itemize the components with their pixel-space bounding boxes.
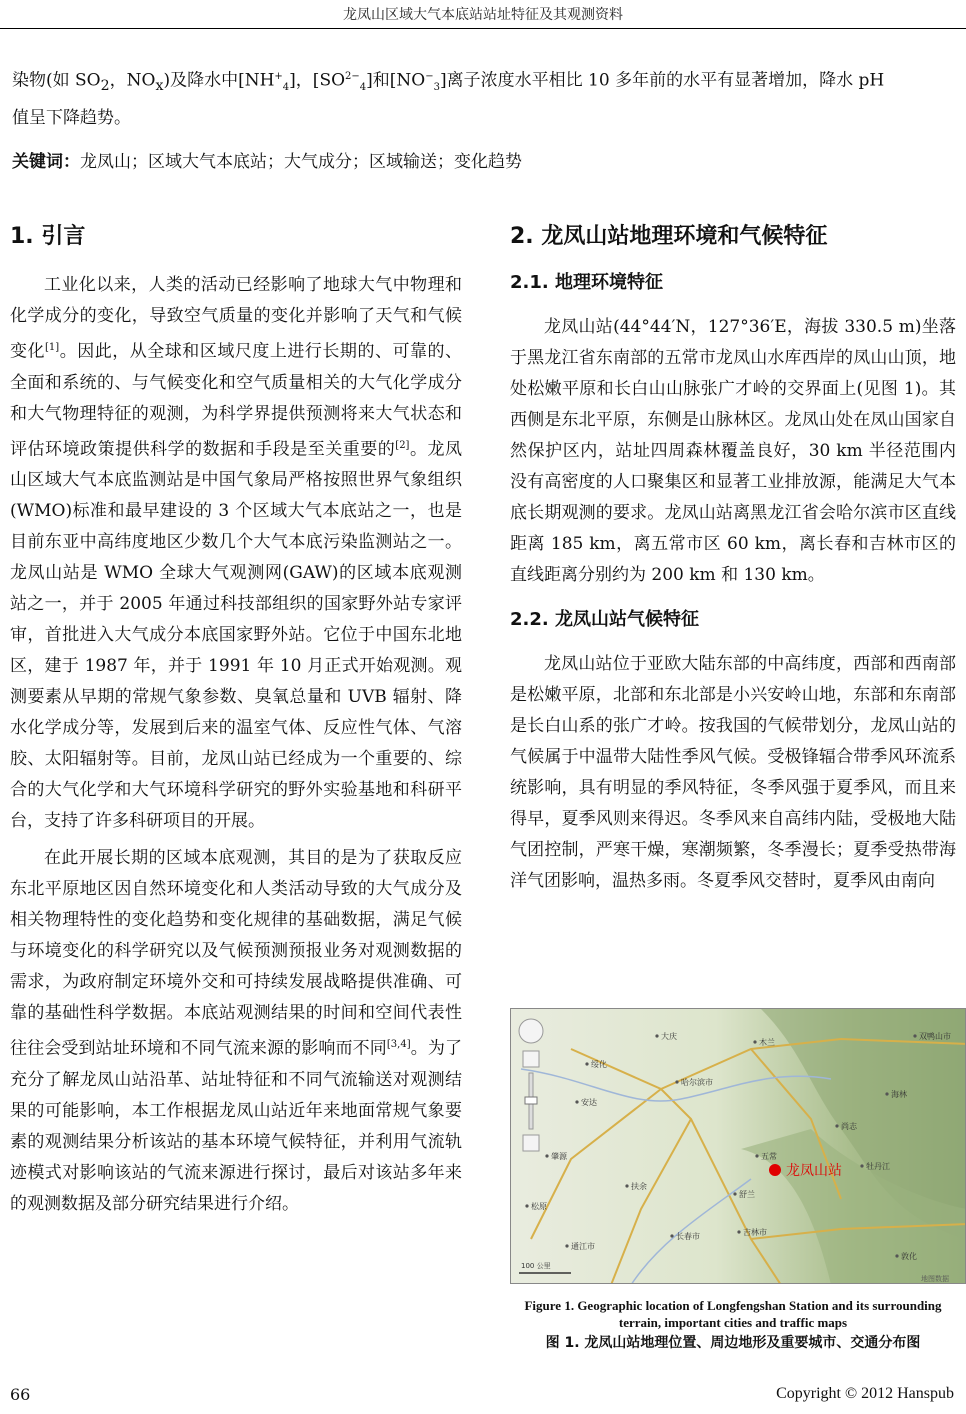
abstract-line-1	[12, 62, 956, 103]
subsection-2-2-paragraph: 龙凤山站位于亚欧大陆东部的中高纬度，西部和西南部是松嫩平原，北部和东北部是小兴安岭山地，东部和东南部是长白山系的张广才岭。按我国的气候带划分，龙凤山站的气候属于中温带大陆性季风气候。受极锋辐合带季风环流系统影响，具有明显的季风特征，冬季风强于夏季风，而且来得早，夏季风则来得迟。冬季风来自高纬内陆，受极地大陆气团控制，严寒干燥，寒潮频繁，冬季漫长；夏季受热带海洋气团影响，温热多雨。冬夏季风交替时，夏季风由南向	[510, 654, 956, 891]
abstract-line-2: 值呈下降趋势。	[12, 108, 131, 129]
city-dot	[860, 1164, 863, 1167]
subsection-2-1-heading: 2.1. 地理环境特征	[510, 272, 663, 293]
city-label: 五常	[761, 1152, 777, 1161]
city-label: 大庆	[661, 1032, 677, 1041]
section1-paragraph-1: 工业化以来，人类的活动已经影响了地球大气中物理和化学成分的变化，导致空气质量的变化并影响了天气和气候变化[1]。因此，从全球和区域尺度上进行长期的、可靠的、全面和系统的、与气候变化和空气质量相关的大气化学成分和大气物理特征的观测，为科学界提供预测将来大气状态和评估环境政策提供科学的数据和手段是至关重要的[2]。龙凤山区域大气本底监测站是中国气象局严格按照世界气象组织(WMO)标准和最早建设的 3 个区域大气本底站之一，也是目前东亚中高纬度地区少数几个大气本底污染监测站之一。龙凤山站是 WMO 全球大气观测网(GAW)的区域本底观测站之一，并于 2005 年通过科技部组织的国家野外站专家评审，首批进入大气成分本底国家野外站。它位于中国东北地区，建于 1987 年，并于 1991 年 10 月正式开始观测。观测要素从早期的常规气象参数、臭氧总量和 UVB 辐射、降水化学成分等，发展到后来的温室气体、反应性气体、气溶胶、太阳辐射等。目前，龙凤山站已经成为一个重要的、综合的大气化学和大气环境科学研究的野外实验基地和科研平台，支持了许多科研项目的开展。	[10, 275, 463, 832]
keywords-text: 龙凤山；区域大气本底站；大气成分；区域输送；变化趋势	[80, 152, 522, 172]
section1-heading: 1. 引言	[10, 224, 86, 249]
city-dot	[545, 1154, 548, 1157]
figure-caption-en: Figure 1. Geographic location of Longfengshan Station and its surrounding terrain, important cities and traffic maps	[524, 1298, 942, 1330]
map-canvas	[511, 1009, 966, 1284]
city-dot	[895, 1254, 898, 1257]
abstract-text: 染物(如 SO	[12, 70, 101, 91]
nh4-ion: $NH^+_4$	[244, 70, 290, 94]
keywords	[12, 147, 956, 172]
left-column	[10, 222, 462, 1220]
city-label: 敦化	[901, 1252, 917, 1261]
nox-subscript: x	[155, 78, 164, 95]
section2-heading: 2. 龙凤山站地理环境和气候特征	[510, 224, 828, 249]
city-label: 松原	[531, 1202, 547, 1211]
city-dot	[675, 1080, 678, 1083]
city-dot	[670, 1234, 673, 1237]
city-dot	[913, 1034, 916, 1037]
city-dot	[585, 1062, 588, 1065]
city-label: 舒兰	[739, 1190, 755, 1199]
city-dot	[565, 1244, 568, 1247]
city-label: 通江市	[571, 1242, 595, 1251]
city-label: 绥化	[591, 1060, 607, 1069]
city-dot	[625, 1184, 628, 1187]
header-rule	[0, 28, 966, 29]
station-marker[interactable]	[769, 1164, 781, 1176]
right-column	[510, 222, 956, 897]
subsection-2-2-heading: 2.2. 龙凤山站气候特征	[510, 609, 699, 630]
city-dot	[733, 1192, 736, 1195]
city-label: 双鸭山市	[919, 1032, 951, 1041]
subsection-2-1-paragraph: 龙凤山站(44°44′N，127°36′E，海拔 330.5 m)坐落于黑龙江省东南部的五常市龙凤山水库西岸的凤山山顶，地处松嫩平原和长白山山脉张广才岭的交界面上(见图 1)。其西侧是东北平原，东侧是山脉林区。龙凤山处在凤山国家自然保护区内，站址四周森林覆盖良好，30 km 半径范围内没有高密度的人口聚集区和显著工业排放源，能满足大气本底长期观测的要求。龙凤山站离黑龙江省会哈尔滨市区直线距离 185 km，离五常市区 60 km，离长春和吉林市区的直线距离分别约为 200 km 和 130 km。	[510, 317, 956, 585]
abstract-continuation	[12, 62, 956, 133]
city-dot	[655, 1034, 658, 1037]
citation[interactable]: [3,4]	[386, 1039, 411, 1051]
city-label: 木兰	[759, 1038, 775, 1047]
city-label: 吉林市	[743, 1228, 767, 1237]
abstract-text: ]，[	[289, 70, 320, 91]
so4-ion: $SO^{2-}_4$	[319, 70, 367, 94]
citation[interactable]: [1]	[45, 342, 60, 353]
city-dot	[885, 1092, 888, 1095]
scale-label: 100 公里	[521, 1262, 551, 1270]
city-dot	[755, 1154, 758, 1157]
so2-subscript: 2	[100, 78, 110, 95]
city-dot	[575, 1100, 578, 1103]
city-label: 尚志	[841, 1122, 857, 1131]
city-label: 长春市	[676, 1232, 700, 1241]
section1-paragraph-2: 在此开展长期的区域本底观测，其目的是为了获取反应东北平原地区因自然环境变化和人类活动导致的大气成分及相关物理特性的变化趋势和变化规律的基础数据，满足气候与环境变化的科学研究以及气候预测预报业务对观测数据的需求，为政府制定环境外交和可持续发展战略提供准确、可靠的基础性科学数据。本底站观测结果的时间和空间代表性往往会受到站址环境和不同气流来源的影响而不同[3,4]。为了充分了解龙凤山站沿革、站址特征和不同气流输送对观测结果的可能影响，本工作根据龙凤山站近年来地面常规气象要素的观测结果分析该站的基本环境气候特征，并利用气流轨迹模式对影响该站的气流来源进行探讨，最后对该站多年来的观测数据及部分研究结果进行介绍。	[10, 848, 463, 1214]
abstract-text: ]和[	[366, 70, 397, 91]
city-label: 牡丹江	[866, 1162, 890, 1171]
location-map[interactable]	[510, 1008, 966, 1284]
copyright: Copyright © 2012 Hanspub	[776, 1385, 954, 1402]
city-dot	[835, 1124, 838, 1127]
city-label: 扶余	[631, 1182, 647, 1191]
city-dot	[753, 1040, 756, 1043]
station-label: 龙凤山站	[786, 1163, 842, 1179]
map-attribution: 地图数据	[921, 1275, 949, 1283]
citation[interactable]: [2]	[395, 439, 410, 451]
page-number: 66	[10, 1385, 31, 1404]
city-dot	[737, 1230, 740, 1233]
figure-caption-zh: 图 1. 龙凤山站地理位置、周边地形及重要城市、交通分布图	[545, 1335, 921, 1351]
keywords-label: 关键词：	[12, 152, 80, 172]
no3-ion: $NO^-_3$	[396, 70, 440, 94]
abstract-text: )及降水中[	[163, 70, 245, 91]
running-title: 龙凤山区域大气本底站站址特征及其观测资料	[343, 7, 623, 23]
city-label: 肇源	[551, 1152, 567, 1161]
city-dot	[525, 1204, 528, 1207]
city-label: 海林	[891, 1090, 907, 1099]
abstract-text: ]离子浓度水平相比 10 多年前的水平有显著增加，降水 pH	[440, 70, 885, 91]
abstract-text: ，NO	[109, 70, 156, 91]
city-label: 哈尔滨市	[681, 1078, 713, 1087]
city-label: 安达	[581, 1098, 597, 1107]
